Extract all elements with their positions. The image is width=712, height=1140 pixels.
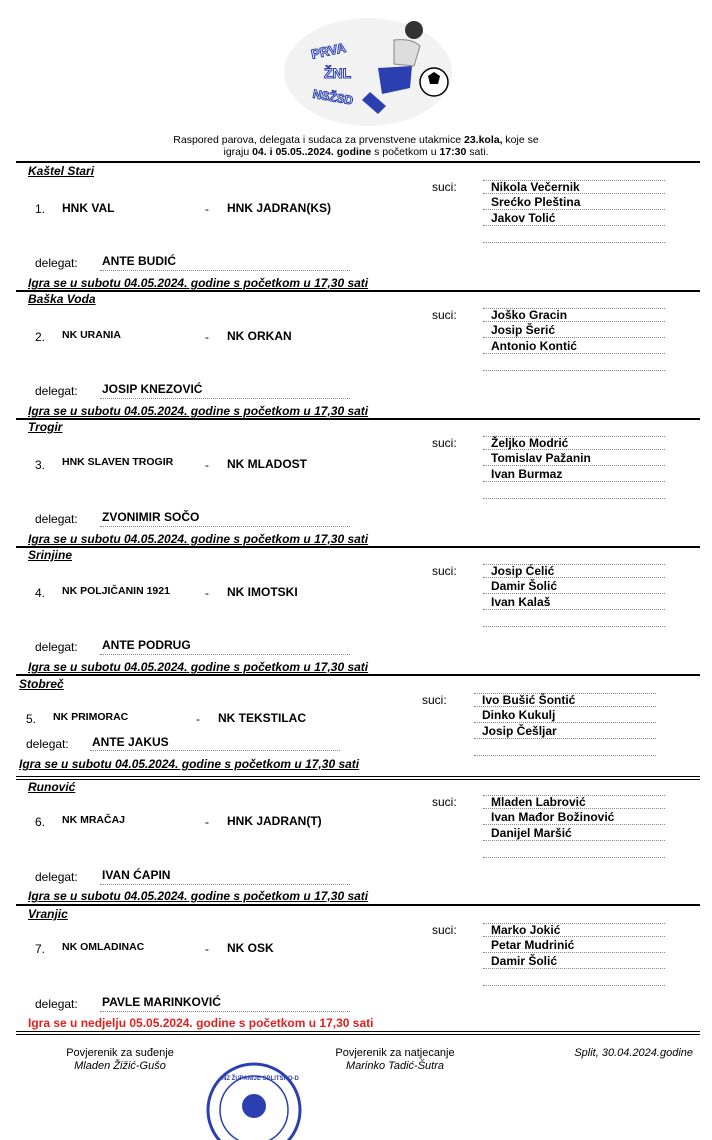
separator bbox=[16, 776, 700, 777]
match-note: Igra se u subotu 04.05.2024. godine s početkom u 17,30 sati bbox=[28, 660, 369, 674]
versus-dash: - bbox=[205, 586, 209, 600]
versus-dash: - bbox=[205, 202, 209, 216]
referee: Ivan Kalaš bbox=[483, 596, 665, 610]
referee: Josip Ćelić bbox=[483, 564, 665, 578]
referees-label: suci: bbox=[432, 923, 457, 937]
referee: Željko Modrić bbox=[483, 436, 665, 450]
home-team: HNK VAL bbox=[62, 201, 115, 215]
referees-label: suci: bbox=[432, 795, 457, 809]
competition-commissioner-name: Marinko Tadić-Šutra bbox=[345, 1060, 445, 1072]
delegate-name: JOSIP KNEZOVIĆ bbox=[102, 382, 203, 396]
referees-label: suci: bbox=[432, 180, 457, 194]
referee: Jakov Tolić bbox=[483, 212, 665, 226]
delegate-line bbox=[100, 398, 350, 399]
separator bbox=[16, 290, 700, 292]
versus-dash: - bbox=[205, 458, 209, 472]
delegate-label: delegat: bbox=[35, 997, 78, 1011]
match-note: Igra se u subotu 04.05.2024. godine s početkom u 17,30 sati bbox=[19, 757, 360, 771]
versus-dash: - bbox=[205, 815, 209, 829]
separator bbox=[16, 674, 700, 676]
away-team: NK OSK bbox=[227, 941, 274, 955]
referee-commissioner-name: Mladen Žižić-Gušo bbox=[74, 1060, 166, 1072]
match-location: Trogir bbox=[28, 420, 63, 434]
delegate-line bbox=[100, 526, 350, 527]
intro-line-1: Raspored parova, delegata i sudaca za prvenstvene utakmice 23.kola, koje se bbox=[173, 134, 539, 146]
delegate-label: delegat: bbox=[26, 737, 69, 751]
separator bbox=[16, 1034, 700, 1035]
match-location: Kaštel Stari bbox=[28, 164, 95, 178]
match-number: 6. bbox=[35, 815, 46, 829]
delegate-name: IVAN ĆAPIN bbox=[102, 868, 171, 882]
away-team: HNK JADRAN(KS) bbox=[227, 201, 331, 215]
delegate-label: delegat: bbox=[35, 512, 78, 526]
referee-commissioner-title: Povjerenik za suđenje bbox=[66, 1047, 174, 1059]
separator bbox=[16, 418, 700, 420]
competition-commissioner-title: Povjerenik za natjecanje bbox=[335, 1047, 455, 1059]
match-note: Igra se u nedjelju 05.05.2024. godine s početkom u 17,30 sati bbox=[28, 1016, 374, 1030]
match-number: 4. bbox=[35, 586, 46, 600]
league-logo bbox=[282, 14, 454, 126]
separator bbox=[16, 779, 700, 780]
match-number: 2. bbox=[35, 330, 46, 344]
referee: Tomislav Pažanin bbox=[483, 452, 665, 466]
referee: Petar Mudrinić bbox=[483, 939, 665, 953]
referees-label: suci: bbox=[422, 693, 447, 707]
referee: Ivan Burmaz bbox=[483, 468, 665, 482]
referee: Nikola Večernik bbox=[483, 180, 665, 194]
referee-empty-line bbox=[483, 626, 665, 627]
versus-dash: - bbox=[205, 942, 209, 956]
seal-text: NZ ŽUPANIJE SPLITSKO-D bbox=[222, 1076, 299, 1082]
delegate-label: delegat: bbox=[35, 256, 78, 270]
match-location: Runović bbox=[28, 780, 76, 794]
match-location: Vranjic bbox=[28, 907, 68, 921]
referees-label: suci: bbox=[432, 308, 457, 322]
away-team: NK TEKSTILAC bbox=[218, 711, 306, 725]
referee-empty-line bbox=[483, 985, 665, 986]
away-team: NK MLADOST bbox=[227, 457, 307, 471]
logo-line-2: ŽNL bbox=[324, 65, 352, 81]
delegate-line bbox=[100, 654, 350, 655]
referee-empty-line bbox=[483, 370, 665, 371]
home-team: NK URANIA bbox=[62, 329, 121, 341]
versus-dash: - bbox=[196, 712, 200, 726]
logo-line-3: NSŽSD bbox=[311, 86, 355, 108]
referee-empty-line bbox=[483, 498, 665, 499]
referee-commissioner bbox=[40, 1047, 200, 1073]
delegate-label: delegat: bbox=[35, 384, 78, 398]
match-number: 7. bbox=[35, 942, 46, 956]
home-team: NK OMLADINAC bbox=[62, 941, 145, 953]
intro-line-2: igraju 04. i 05.05..2024. godine s početkom u 17:30 sati. bbox=[223, 146, 489, 158]
match-note: Igra se u subotu 04.05.2024. godine s početkom u 17,30 sati bbox=[28, 889, 369, 903]
home-team: NK MRAČAJ bbox=[62, 814, 125, 826]
delegate-label: delegat: bbox=[35, 640, 78, 654]
delegate-label: delegat: bbox=[35, 870, 78, 884]
referee: Ivo Bušić Šontić bbox=[474, 693, 656, 707]
referee: Damir Šolić bbox=[483, 955, 665, 969]
away-team: NK IMOTSKI bbox=[227, 585, 298, 599]
association-seal bbox=[204, 1060, 304, 1140]
delegate-name: ANTE BUDIĆ bbox=[102, 254, 176, 268]
referees-label: suci: bbox=[432, 564, 457, 578]
separator bbox=[16, 1031, 700, 1032]
referee: Antonio Kontić bbox=[483, 340, 665, 354]
competition-commissioner bbox=[310, 1047, 480, 1073]
match-number: 3. bbox=[35, 458, 46, 472]
match-number: 5. bbox=[26, 712, 37, 726]
delegate-name: ZVONIMIR SOČO bbox=[102, 510, 200, 524]
referee: Josip Češljar bbox=[474, 725, 656, 739]
delegate-line bbox=[100, 1011, 350, 1012]
referee-empty-line bbox=[483, 857, 665, 858]
referee-empty-line bbox=[474, 755, 656, 756]
referee: Dinko Kukulj bbox=[474, 709, 656, 723]
delegate-name: ANTE JAKUS bbox=[92, 735, 169, 749]
logo-line-1: PRVA bbox=[309, 39, 348, 62]
referee: Srećko Pleština bbox=[483, 196, 665, 210]
referee: Damir Šolić bbox=[483, 580, 665, 594]
match-number: 1. bbox=[35, 202, 46, 216]
referee: Ivan Mađor Božinović bbox=[483, 811, 665, 825]
away-team: NK ORKAN bbox=[227, 329, 292, 343]
referee: Josip Šerić bbox=[483, 324, 665, 338]
match-location: Srinjine bbox=[28, 548, 73, 562]
delegate-line bbox=[90, 750, 340, 751]
referee: Danijel Maršić bbox=[483, 827, 665, 841]
match-location: Stobreč bbox=[19, 677, 64, 691]
separator bbox=[16, 546, 700, 548]
referees-label: suci: bbox=[432, 436, 457, 450]
versus-dash: - bbox=[205, 330, 209, 344]
referee: Joško Gracin bbox=[483, 308, 665, 322]
delegate-name: ANTE PODRUG bbox=[102, 638, 191, 652]
delegate-name: PAVLE MARINKOVIĆ bbox=[102, 995, 221, 1009]
delegate-line bbox=[100, 884, 350, 885]
home-team: NK POLJIČANIN 1921 bbox=[62, 585, 170, 597]
home-team: HNK SLAVEN TROGIR bbox=[62, 456, 174, 468]
place-date: Split, 30.04.2024.godine bbox=[574, 1047, 693, 1059]
match-note: Igra se u subotu 04.05.2024. godine s početkom u 17,30 sati bbox=[28, 532, 369, 546]
home-team: NK PRIMORAC bbox=[53, 711, 129, 723]
match-note: Igra se u subotu 04.05.2024. godine s početkom u 17,30 sati bbox=[28, 404, 369, 418]
referee: Marko Jokić bbox=[483, 923, 665, 937]
referee-empty-line bbox=[483, 242, 665, 243]
separator bbox=[16, 904, 700, 906]
match-location: Baška Voda bbox=[28, 292, 96, 306]
match-note: Igra se u subotu 04.05.2024. godine s početkom u 17,30 sati bbox=[28, 276, 369, 290]
away-team: HNK JADRAN(T) bbox=[227, 814, 322, 828]
separator bbox=[16, 161, 700, 163]
delegate-line bbox=[100, 270, 350, 271]
referee: Mladen Labrović bbox=[483, 795, 665, 809]
